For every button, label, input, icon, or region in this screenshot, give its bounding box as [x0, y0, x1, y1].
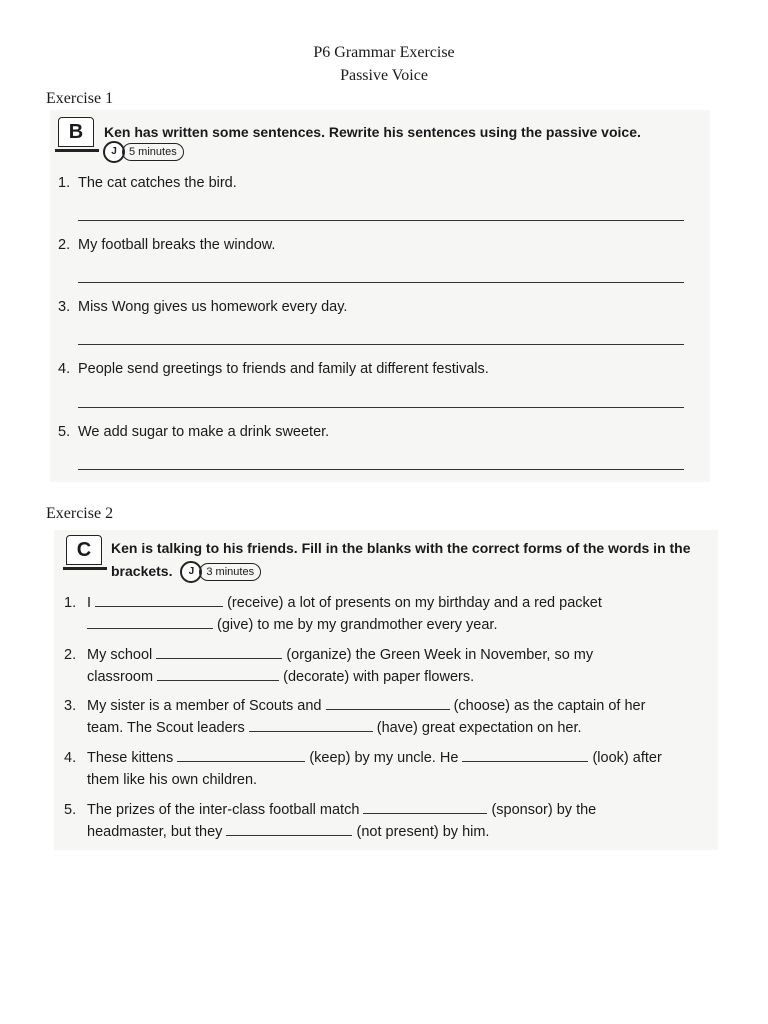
worksheet-subtitle: Passive Voice: [340, 67, 428, 84]
exercise-2-item: 3. My sister is a member of Scouts and (choose) as the captain of her team. The Scout leaders (have) great expectation on her.: [64, 695, 700, 739]
exercise-2-item: 4. These kittens (keep) by my uncle. He (look) after them like his own children.: [64, 747, 700, 791]
fill-blank[interactable]: [157, 666, 279, 681]
fill-blank[interactable]: [326, 695, 450, 710]
exercise-2-instruction-cont: brackets. J 3 minutes: [111, 560, 261, 583]
fill-blank[interactable]: [249, 717, 373, 732]
alarm-clock-icon: J: [103, 141, 125, 163]
exercise-1-item: 2. My football breaks the window.: [58, 237, 276, 253]
fill-blank[interactable]: [462, 747, 588, 762]
fill-blank[interactable]: [156, 644, 282, 659]
exercise-2-item: 5. The prizes of the inter-class football match (sponsor) by the headmaster, but they (not present) by him.: [64, 799, 700, 843]
fill-blank[interactable]: [95, 592, 223, 607]
answer-line[interactable]: [78, 282, 684, 283]
exercise-1-item: 1. The cat catches the bird.: [58, 175, 237, 191]
section-letter-c: C: [66, 535, 102, 565]
section-letter-b: B: [58, 117, 94, 147]
answer-line[interactable]: [78, 344, 684, 345]
exercise-1-heading: Exercise 1: [46, 90, 114, 107]
exercise-1-instruction: Ken has written some sentences. Rewrite his sentences using the passive voice.: [104, 124, 641, 140]
fill-blank[interactable]: [363, 799, 487, 814]
answer-line[interactable]: [78, 469, 684, 470]
exercise-1-item: 4. People send greetings to friends and family at different festivals.: [58, 361, 489, 377]
exercise-2-item: 2. My school (organize) the Green Week in November, so my classroom (decorate) with paper flowers.: [64, 644, 700, 688]
fill-blank[interactable]: [226, 821, 352, 836]
exercise-2-instruction: Ken is talking to his friends. Fill in the blanks with the correct forms of the words in the: [111, 540, 691, 556]
alarm-clock-icon: J: [180, 561, 202, 583]
exercise-2-heading: Exercise 2: [46, 505, 114, 522]
exercise-2-item: 1. I (receive) a lot of presents on my birthday and a red packet (give) to me by my grandmother every year.: [64, 592, 700, 636]
exercise-1-timer: J 5 minutes: [103, 140, 184, 163]
exercise-1-item: 5. We add sugar to make a drink sweeter.: [58, 424, 330, 440]
answer-line[interactable]: [78, 407, 684, 408]
answer-line[interactable]: [78, 220, 684, 221]
worksheet-title: P6 Grammar Exercise: [313, 44, 455, 61]
fill-blank[interactable]: [87, 614, 213, 629]
exercise-1-item: 3. Miss Wong gives us homework every day.: [58, 299, 348, 315]
fill-blank[interactable]: [177, 747, 305, 762]
